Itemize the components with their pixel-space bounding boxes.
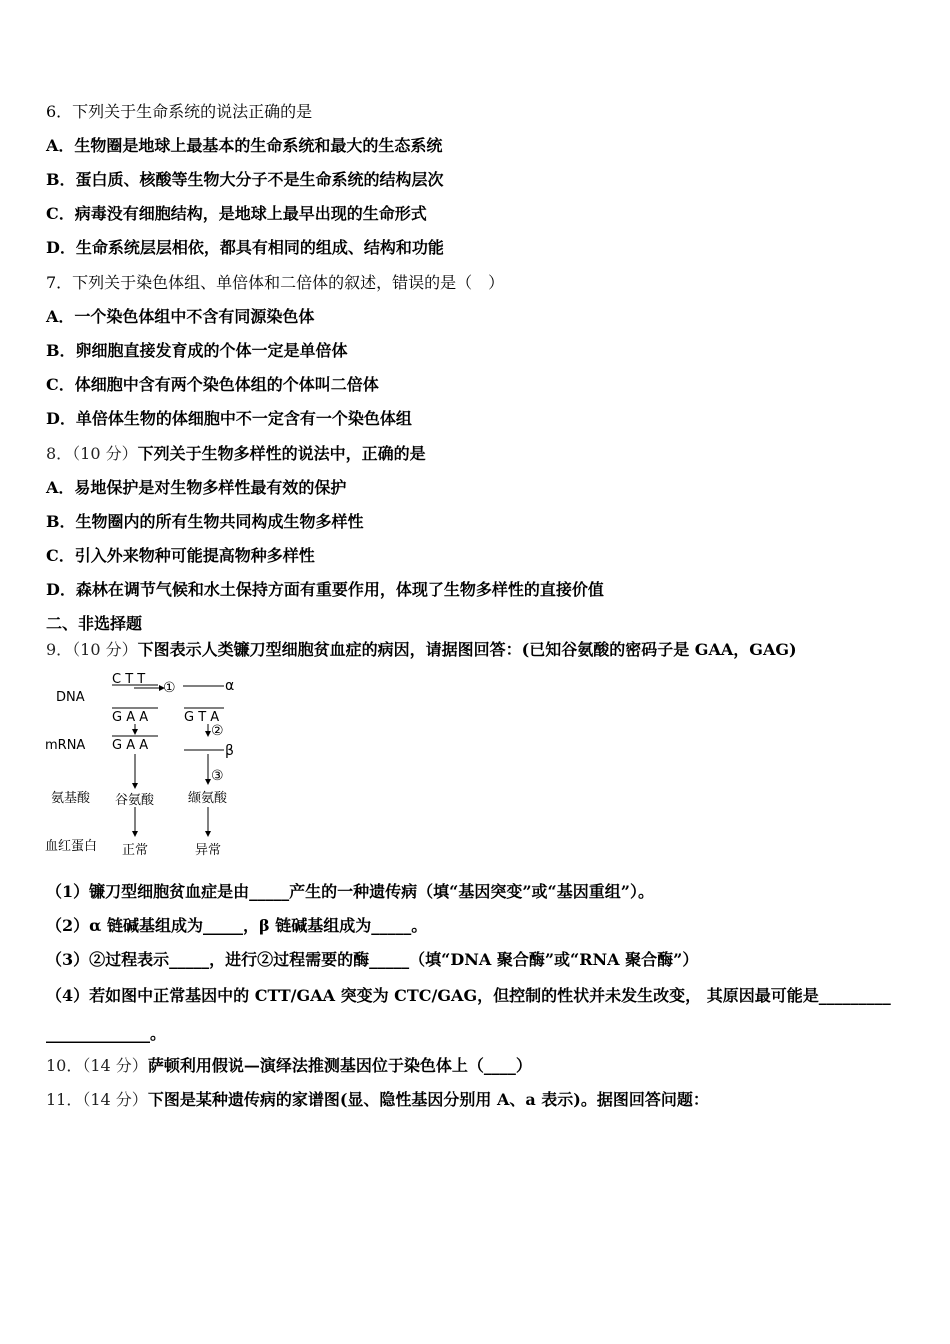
q9-sub1: （1）镰刀型细胞贫血症是由_____产生的一种遗传病（填“基因突变”或“基因重组”）。: [46, 882, 654, 901]
q9-sub4-continued: _____________。: [46, 1024, 167, 1043]
step1-label: ①: [163, 680, 176, 696]
hemoglobin-mutant: 异常: [195, 843, 222, 858]
q11-stem-text: 下图是某种遗传病的家谱图(显、隐性基因分别用 A、a 表示)。据图回答问题：: [147, 1090, 709, 1109]
label-amino-acid: 氨基酸: [51, 791, 91, 806]
q7-option-b: B．卵细胞直接发育成的个体一定是单倍体: [46, 341, 348, 360]
q9-number: 9．（10 分）: [46, 640, 138, 659]
mutant-strand: G T A: [184, 710, 220, 725]
amino-acid-mutant: 缬氨酸: [188, 791, 228, 806]
q9-stem: [46, 640, 797, 660]
sickle-cell-diagram: [40, 664, 250, 864]
section-heading: 二、非选择题: [46, 614, 143, 633]
q8-number: 8．（10 分）: [46, 444, 138, 463]
q8-option-b: B．生物圈内的所有生物共同构成生物多样性: [46, 512, 364, 531]
q6-option-c: C．病毒没有细胞结构，是地球上最早出现的生命形式: [46, 204, 427, 223]
dna-bottom-strand: G A A: [112, 710, 149, 725]
q8-option-d: D．森林在调节气候和水土保持方面有重要作用，体现了生物多样性的直接价值: [46, 580, 604, 599]
label-hemoglobin: 血红蛋白: [45, 839, 98, 854]
q8-option-a: A．易地保护是对生物多样性最有效的保护: [46, 478, 347, 497]
q9-sub4: （4）若如图中正常基因中的 CTT/GAA 突变为 CTC/GAG，但控制的性状并未发生改变， 其原因最可能是_________: [46, 986, 891, 1005]
q8-stem: [46, 444, 426, 464]
q7-option-a: A．一个染色体组中不含有同源染色体: [46, 307, 315, 326]
q7-option-d: D．单倍体生物的体细胞中不一定含有一个染色体组: [46, 409, 412, 428]
q8-stem-text: 下列关于生物多样性的说法中，正确的是: [137, 444, 426, 463]
hemoglobin-normal: 正常: [122, 843, 149, 858]
mrna-strand: G A A: [112, 738, 149, 753]
label-mrna: mRNA: [45, 738, 86, 753]
q6-stem: 6．下列关于生命系统的说法正确的是: [46, 102, 313, 121]
q6-option-a: A．生物圈是地球上最基本的生命系统和最大的生态系统: [46, 136, 443, 155]
q9-sub2: （2）α 链碱基组成为_____，β 链碱基组成为_____。: [46, 916, 428, 935]
dna-top-strand: C T T: [112, 672, 146, 687]
q8-option-c: C．引入外来物种可能提高物种多样性: [46, 546, 315, 565]
q9-stem-text: 下图表示人类镰刀型细胞贫血症的病因，请据图回答：(已知谷氨酸的密码子是 GAA，GAG): [137, 640, 797, 659]
step3-label: ③: [211, 768, 224, 784]
q10-stem-text: 萨顿利用假说—演绎法推测基因位于染色体上（____）: [147, 1056, 532, 1075]
q7-stem: 7．下列关于染色体组、单倍体和二倍体的叙述，错误的是（ ）: [46, 273, 505, 292]
q10-stem: [46, 1056, 532, 1076]
q6-option-d: D．生命系统层层相依，都具有相同的组成、结构和功能: [46, 238, 444, 257]
label-dna: DNA: [56, 690, 85, 705]
beta-label: β: [225, 743, 234, 759]
amino-acid-normal: 谷氨酸: [115, 793, 155, 808]
q6-option-b: B．蛋白质、核酸等生物大分子不是生命系统的结构层次: [46, 170, 444, 189]
q7-option-c: C．体细胞中含有两个染色体组的个体叫二倍体: [46, 375, 379, 394]
step2-label: ②: [211, 723, 224, 739]
q9-sub3: （3）②过程表示_____，进行②过程需要的酶_____（填“DNA 聚合酶”或“RNA 聚合酶”）: [46, 950, 699, 969]
q11-number: 11．（14 分）: [46, 1090, 148, 1109]
alpha-label: α: [225, 678, 235, 694]
q11-stem: [46, 1090, 709, 1110]
q10-number: 10．（14 分）: [46, 1056, 148, 1075]
